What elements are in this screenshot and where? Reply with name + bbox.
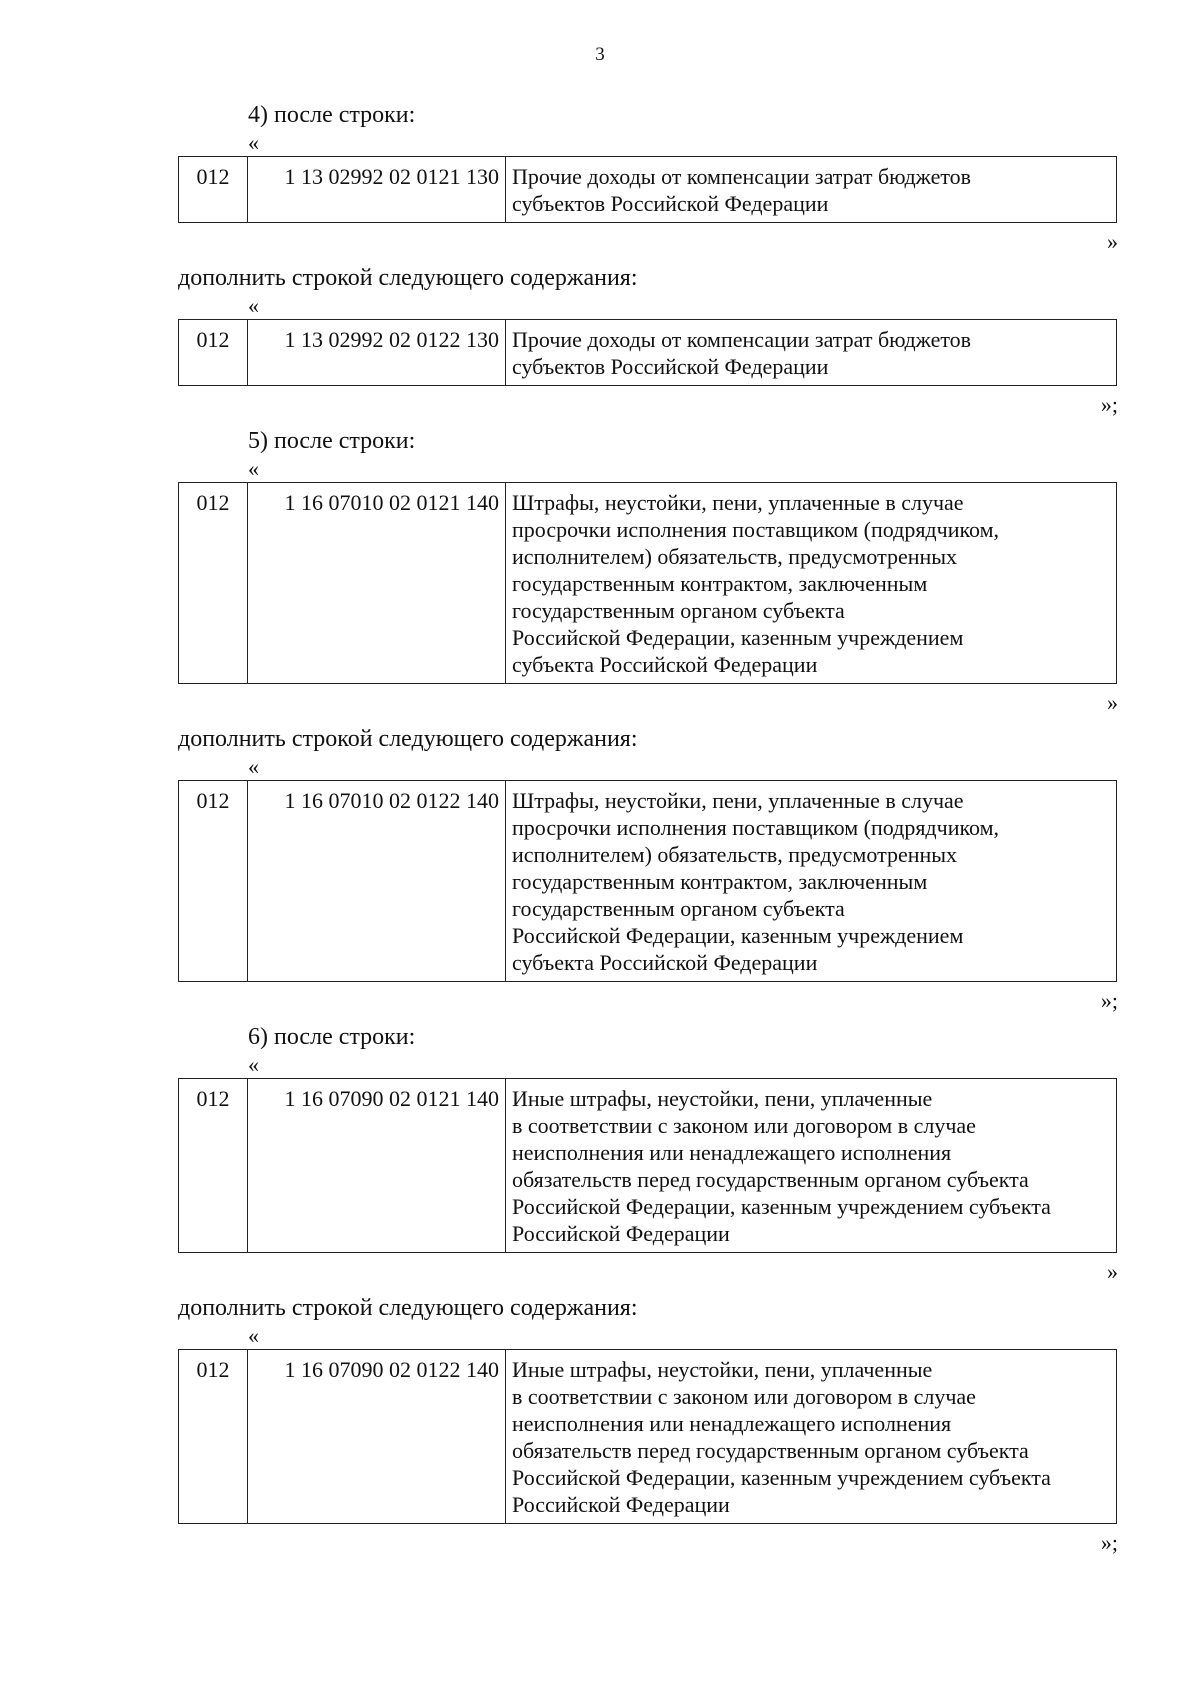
classification-code-cell: 1 16 07090 02 0121 140 [248,1079,506,1253]
revenue-name-cell [506,320,1117,386]
opening-quote: « [248,456,259,481]
name-line: Российской Федерации [512,1221,730,1246]
name-line: субъекта Российской Федерации [512,652,818,677]
revenue-name-cell [506,781,1117,982]
opening-quote: « [248,1323,259,1348]
name-line: Прочие доходы от компенсации затрат бюджетов [512,327,972,352]
amendment-block [178,724,1118,1012]
page-number: 3 [595,44,605,65]
name-line: государственным органом субъекта [512,896,845,921]
admin-code-cell: 012 [179,781,248,982]
name-line: государственным контрактом, заключенным [512,869,928,894]
name-line: субъектов Российской Федерации [512,354,829,379]
code-table [178,319,1117,386]
name-line: Иные штрафы, неустойки, пени, уплаченные [512,1086,933,1111]
table-row [179,1079,1117,1253]
name-line: субъектов Российской Федерации [512,191,829,216]
revenue-name-cell [506,1079,1117,1253]
revenue-name-cell [506,1350,1117,1524]
name-line: в соответствии с законом или договором в случае [512,1113,976,1138]
name-line: Российской Федерации, казенным учреждением [512,923,964,948]
name-line: Штрафы, неустойки, пени, уплаченные в случае [512,788,964,813]
code-table [178,482,1117,684]
name-line: неисполнения или ненадлежащего исполнения [512,1140,952,1165]
name-line: исполнителем) обязательств, предусмотренных [512,544,958,569]
revenue-name-cell [506,157,1117,223]
addition-instruction: дополнить строкой следующего содержания: [178,1295,638,1321]
code-table [178,156,1117,223]
amendment-block [178,1022,1118,1283]
code-table [178,1349,1117,1524]
addition-instruction: дополнить строкой следующего содержания: [178,265,638,291]
name-line: Штрафы, неустойки, пени, уплаченные в случае [512,490,964,515]
admin-code-cell: 012 [179,1079,248,1253]
name-line: Прочие доходы от компенсации затрат бюджетов [512,164,972,189]
name-line: государственным органом субъекта [512,598,845,623]
admin-code-cell: 012 [179,157,248,223]
classification-code-cell: 1 16 07090 02 0122 140 [248,1350,506,1524]
section-heading: 6) после строки: [248,1024,416,1050]
closing-quote: » [1107,690,1118,715]
code-table [178,780,1117,982]
classification-code-cell: 1 16 07010 02 0121 140 [248,483,506,684]
table-row [179,781,1117,982]
name-line: государственным контрактом, заключенным [512,571,928,596]
closing-quote: »; [1100,1530,1118,1555]
amendment-block [178,100,1118,253]
table-row [179,483,1117,684]
name-line: в соответствии с законом или договором в случае [512,1384,976,1409]
classification-code-cell: 1 13 02992 02 0121 130 [248,157,506,223]
name-line: просрочки исполнения поставщиком (подрядчиком, [512,517,1000,542]
closing-quote: » [1107,1259,1118,1284]
code-table [178,1078,1117,1253]
admin-code-cell: 012 [179,483,248,684]
name-line: Российской Федерации, казенным учреждением субъекта [512,1465,1051,1490]
opening-quote: « [248,293,259,318]
amendment-block [178,426,1118,714]
name-line: просрочки исполнения поставщиком (подрядчиком, [512,815,1000,840]
name-line: Иные штрафы, неустойки, пени, уплаченные [512,1357,933,1382]
document-body [178,100,1118,1564]
name-line: субъекта Российской Федерации [512,950,818,975]
closing-quote: »; [1100,392,1118,417]
opening-quote: « [248,1052,259,1077]
name-line: обязательств перед государственным органом субъекта [512,1438,1029,1463]
name-line: исполнителем) обязательств, предусмотренных [512,842,958,867]
addition-instruction: дополнить строкой следующего содержания: [178,726,638,752]
name-line: обязательств перед государственным органом субъекта [512,1167,1029,1192]
opening-quote: « [248,130,259,155]
admin-code-cell: 012 [179,320,248,386]
classification-code-cell: 1 16 07010 02 0122 140 [248,781,506,982]
table-row [179,1350,1117,1524]
closing-quote: »; [1100,988,1118,1013]
section-heading: 5) после строки: [248,428,416,454]
name-line: Российской Федерации, казенным учреждением [512,625,964,650]
opening-quote: « [248,754,259,779]
table-row [179,157,1117,223]
classification-code-cell: 1 13 02992 02 0122 130 [248,320,506,386]
table-row [179,320,1117,386]
section-heading: 4) после строки: [248,102,416,128]
amendment-block [178,1293,1118,1554]
admin-code-cell: 012 [179,1350,248,1524]
name-line: Российской Федерации, казенным учреждением субъекта [512,1194,1051,1219]
name-line: неисполнения или ненадлежащего исполнения [512,1411,952,1436]
amendment-block [178,263,1118,416]
name-line: Российской Федерации [512,1492,730,1517]
closing-quote: » [1107,229,1118,254]
revenue-name-cell [506,483,1117,684]
